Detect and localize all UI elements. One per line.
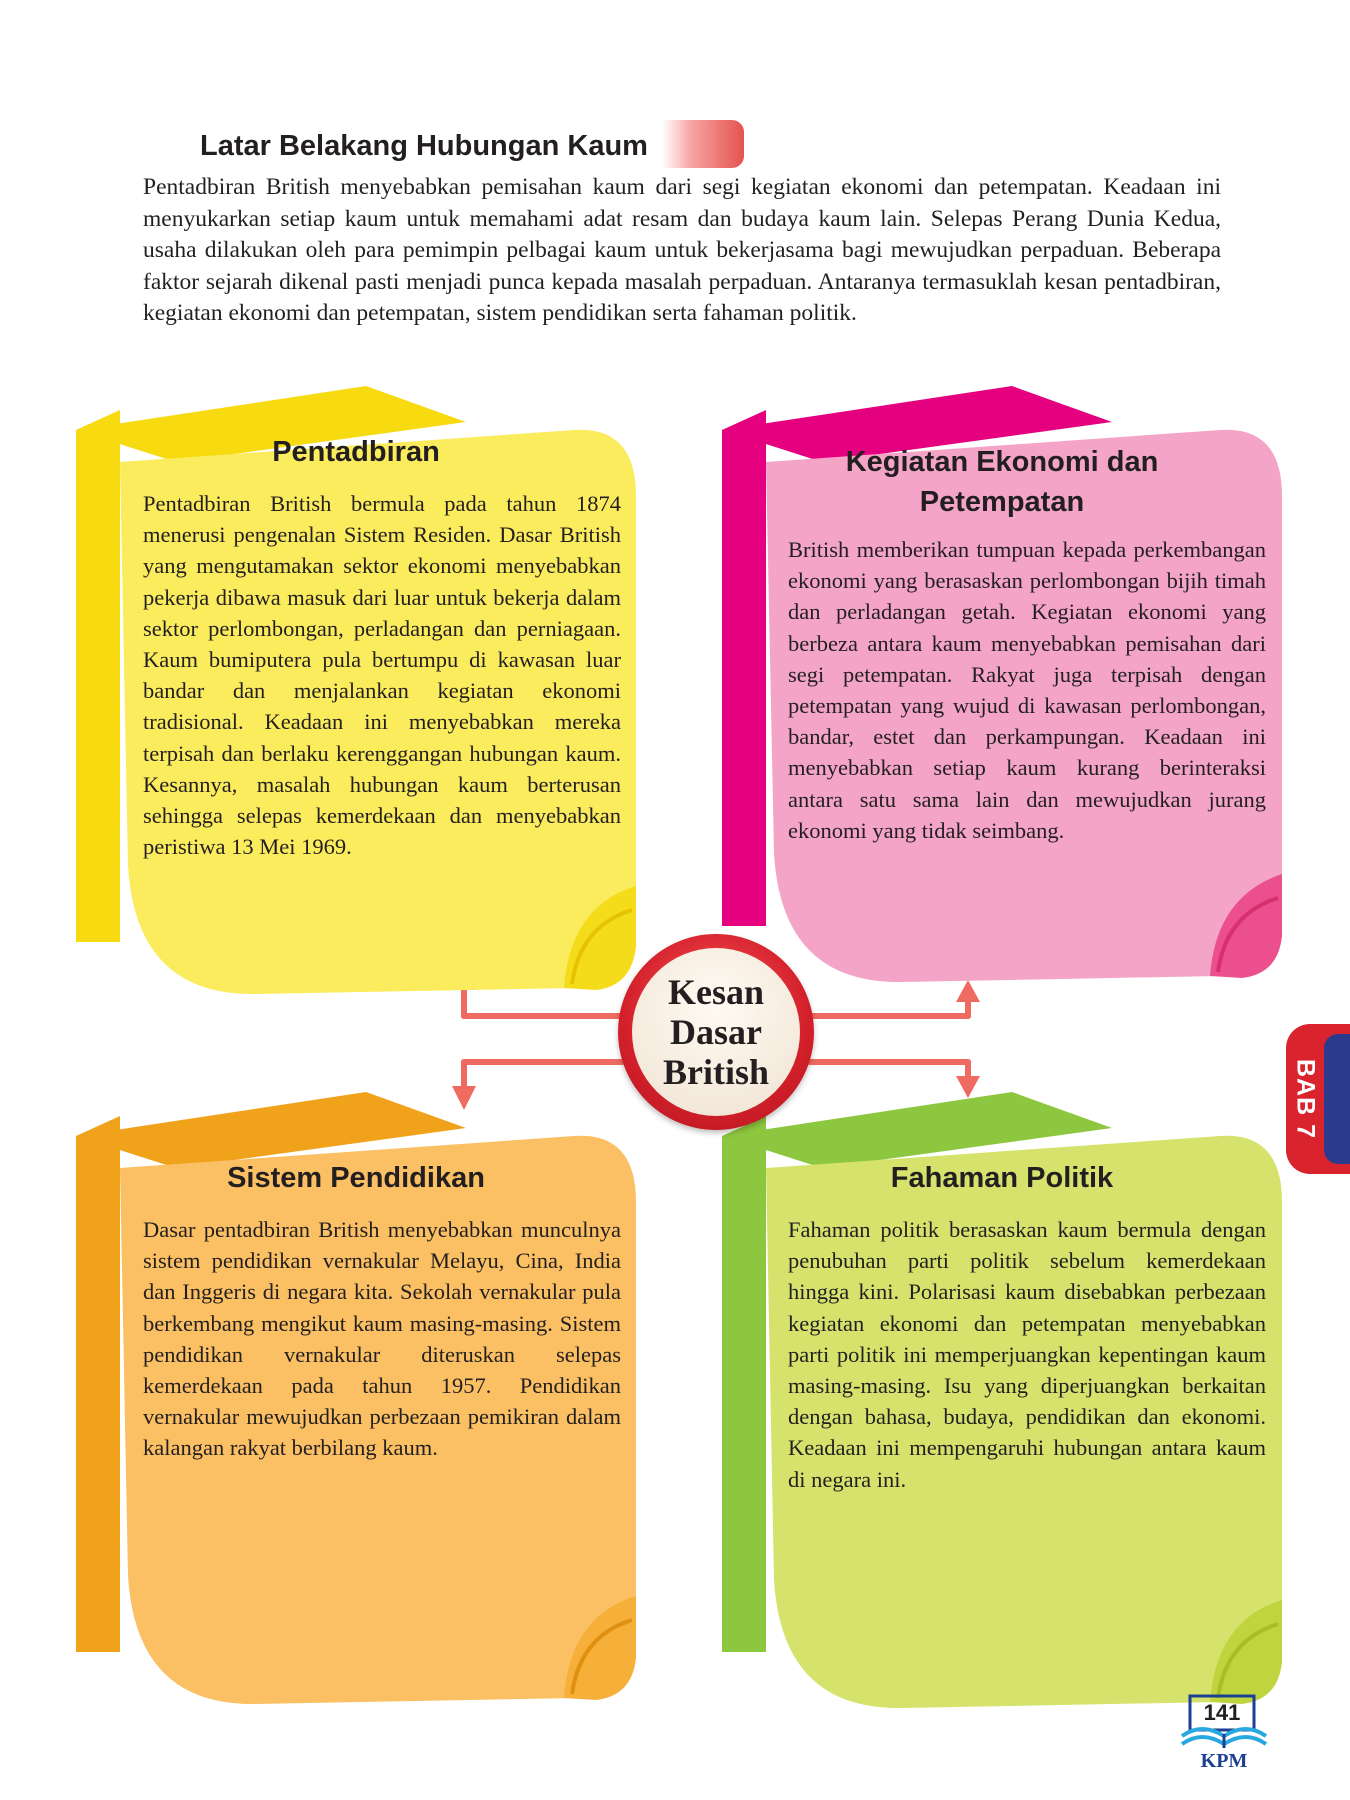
- card-ekonomi-body: British memberikan tumpuan kepada perkembangan ekonomi yang berasaskan perlombongan bijih timah dan perladangan getah. Kegiatan ekonomi yang berbeza antara kaum menyebabkan pemisahan dari segi petempatan. Rakyat juga terpisah dengan petempatan yang wujud di kawasan perlombongan, bandar, estet dan perkampungan. Keadaan ini menyebabkan setiap kaum kurang berinteraksi antara satu sama lain dan mewujudkan jurang ekonomi yang tidak seimbang.: [788, 537, 1266, 843]
- card-pentadbiran-body: Pentadbiran British bermula pada tahun 1874 menerusi pengenalan Sistem Residen. Dasar British yang mengutamakan sektor ekonomi menyebabkan pekerja dibawa masuk dari luar untuk bekerja dalam sektor perlombongan, perladangan dan perniagaan. Kaum bumiputera pula bertumpu di kawasan luar bandar dan menjalankan kegiatan ekonomi tradisional. Keadaan ini menyebabkan mereka terpisah dan berlaku kerenggangan hubungan kaum. Kesannya, masalah hubungan kaum berterusan sehingga selepas kemerdekaan dan menyebabkan peristiwa 13 Mei 1969.: [143, 491, 621, 860]
- hub-circle: [618, 934, 814, 1130]
- card-pendidikan-body: Dasar pentadbiran British menyebabkan munculnya sistem pendidikan vernakular Melayu, Cina, India dan Inggeris di negara kita. Sekolah vernakular pula berkembang mengikut kaum masing-masing. Sistem pendidikan vernakular diteruskan selepas kemerdekaan pada tahun 1957. Pendidikan vernakular mewujudkan perbezaan pemikiran dalam kalangan rakyat berbilang kaum.: [143, 1217, 621, 1461]
- hub-line-1: Kesan: [667, 972, 764, 1012]
- chapter-label: BAB 7: [1291, 1058, 1320, 1139]
- card-ekonomi: [722, 386, 1292, 986]
- hub-line-3: British: [662, 1052, 769, 1092]
- intro-paragraph: Pentadbiran British menyebabkan pemisahan kaum dari segi kegiatan ekonomi dan petempatan. Keadaan ini menyukarkan setiap kaum untuk memahami adat resam dan budaya kaum lain. Selepas Perang Dunia Kedua, usaha dilakukan oleh para pemimpin pelbagai kaum untuk bekerjasama bagi mewujudkan perpaduan. Beberapa faktor sejarah dikenal pasti menjadi punca kepada masalah perpaduan. Antaranya termasuklah kesan pentadbiran, kegiatan ekonomi dan petempatan, sistem pendidikan serta fahaman politik.: [143, 174, 1221, 326]
- card-pendidikan-title: Sistem Pendidikan: [227, 1162, 485, 1194]
- page-number: 141: [1203, 1700, 1241, 1725]
- card-pendidikan: [76, 1092, 646, 1708]
- page-footer: [1176, 1692, 1272, 1782]
- card-pentadbiran: [76, 386, 646, 998]
- card-politik: [722, 1092, 1292, 1712]
- card-politik-title: Fahaman Politik: [890, 1162, 1114, 1194]
- hub-line-2: Dasar: [669, 1012, 762, 1052]
- chapter-side-tab: [1286, 1024, 1350, 1174]
- card-pentadbiran-title: Pentadbiran: [272, 436, 440, 468]
- publisher-label: KPM: [1200, 1750, 1248, 1772]
- hub-label: [632, 948, 800, 1116]
- chapter-tab-accent: [1324, 1034, 1350, 1164]
- card-ekonomi-title: [792, 442, 1212, 522]
- card-politik-body: Fahaman politik berasaskan kaum bermula dengan penubuhan parti politik sebelum kemerdekaan hingga kini. Polarisasi kaum disebabkan perbezaan kegiatan ekonomi dan petempatan menyebabkan parti politik ini memperjuangkan kepentingan kaum masing-masing. Isu yang diperjuangkan berkaitan dengan bahasa, budaya, pendidikan dan ekonomi. Keadaan ini mempengaruhi hubungan antara kaum di negara ini.: [788, 1217, 1266, 1492]
- card-ekonomi-title-text: Kegiatan Ekonomi dan Petempatan: [845, 446, 1159, 518]
- section-title: Latar Belakang Hubungan Kaum: [200, 129, 648, 162]
